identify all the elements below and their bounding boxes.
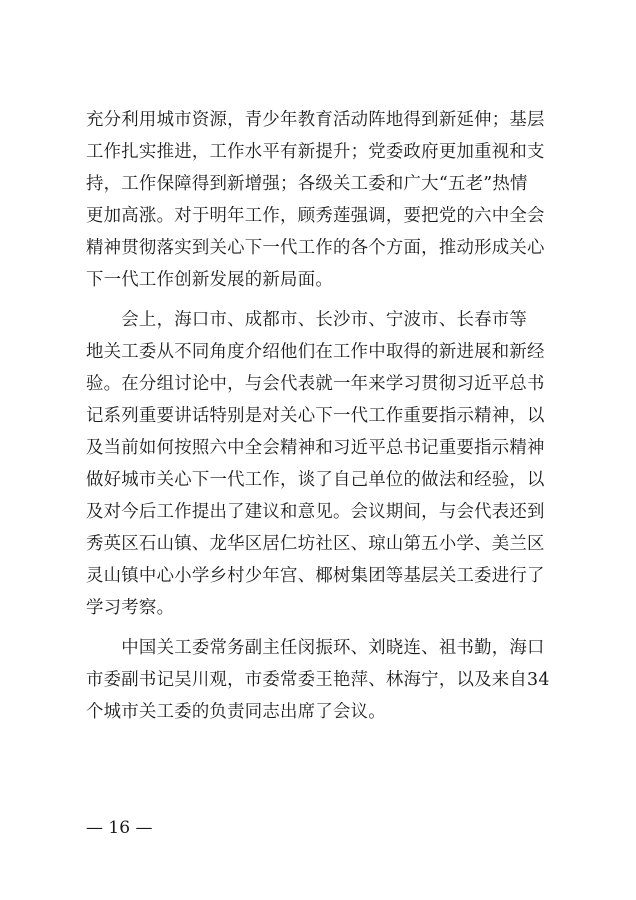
- text-line: 记系列重要讲话特别是对关心下一代工作重要指示精神，以: [86, 406, 545, 426]
- text-line: 持，工作保障得到新增强；各级关工委和广大“五老”热情: [86, 174, 528, 194]
- text-line: 学习考察。: [86, 598, 175, 618]
- text-line: 市委副书记吴川观，市委常委王艳萍、林海宁，以及来自34: [86, 670, 550, 690]
- text-line: 精神贯彻落实到关心下一代工作的各个方面，推动形成关心: [86, 238, 545, 258]
- text-line: 地关工委从不同角度介绍他们在工作中取得的新进展和新经: [86, 342, 545, 362]
- text-line: 充分利用城市资源，青少年教育活动阵地得到新延伸；基层: [86, 110, 545, 130]
- text-line: 灵山镇中心小学乡村少年宫、椰树集团等基层关工委进行了: [86, 566, 545, 586]
- text-line: 做好城市关心下一代工作，谈了自己单位的做法和经验，以: [86, 470, 545, 490]
- text-line: 中国关工委常务副主任闵振环、刘晓连、祖书勤，海口: [86, 638, 545, 658]
- body-text: [86, 104, 576, 728]
- text-line: 验。在分组讨论中，与会代表就一年来学习贯彻习近平总书: [86, 374, 545, 394]
- text-line: 秀英区石山镇、龙华区居仁坊社区、琼山第五小学、美兰区: [86, 534, 545, 554]
- text-line: 更加高涨。对于明年工作，顾秀莲强调，要把党的六中全会: [86, 206, 545, 226]
- text-line: 及对今后工作提出了建议和意见。会议期间，与会代表还到: [86, 502, 545, 522]
- text-line: 及当前如何按照六中全会精神和习近平总书记重要指示精神: [86, 438, 545, 458]
- text-line: 会上，海口市、成都市、长沙市、宁波市、长春市等: [86, 310, 528, 330]
- page-number: — 16 —: [86, 818, 153, 838]
- text-line: 个城市关工委的负责同志出席了会议。: [86, 702, 386, 722]
- text-line: 下一代工作创新发展的新局面。: [86, 270, 333, 290]
- text-line: 工作扎实推进，工作水平有新提升；党委政府更加重视和支: [86, 142, 545, 162]
